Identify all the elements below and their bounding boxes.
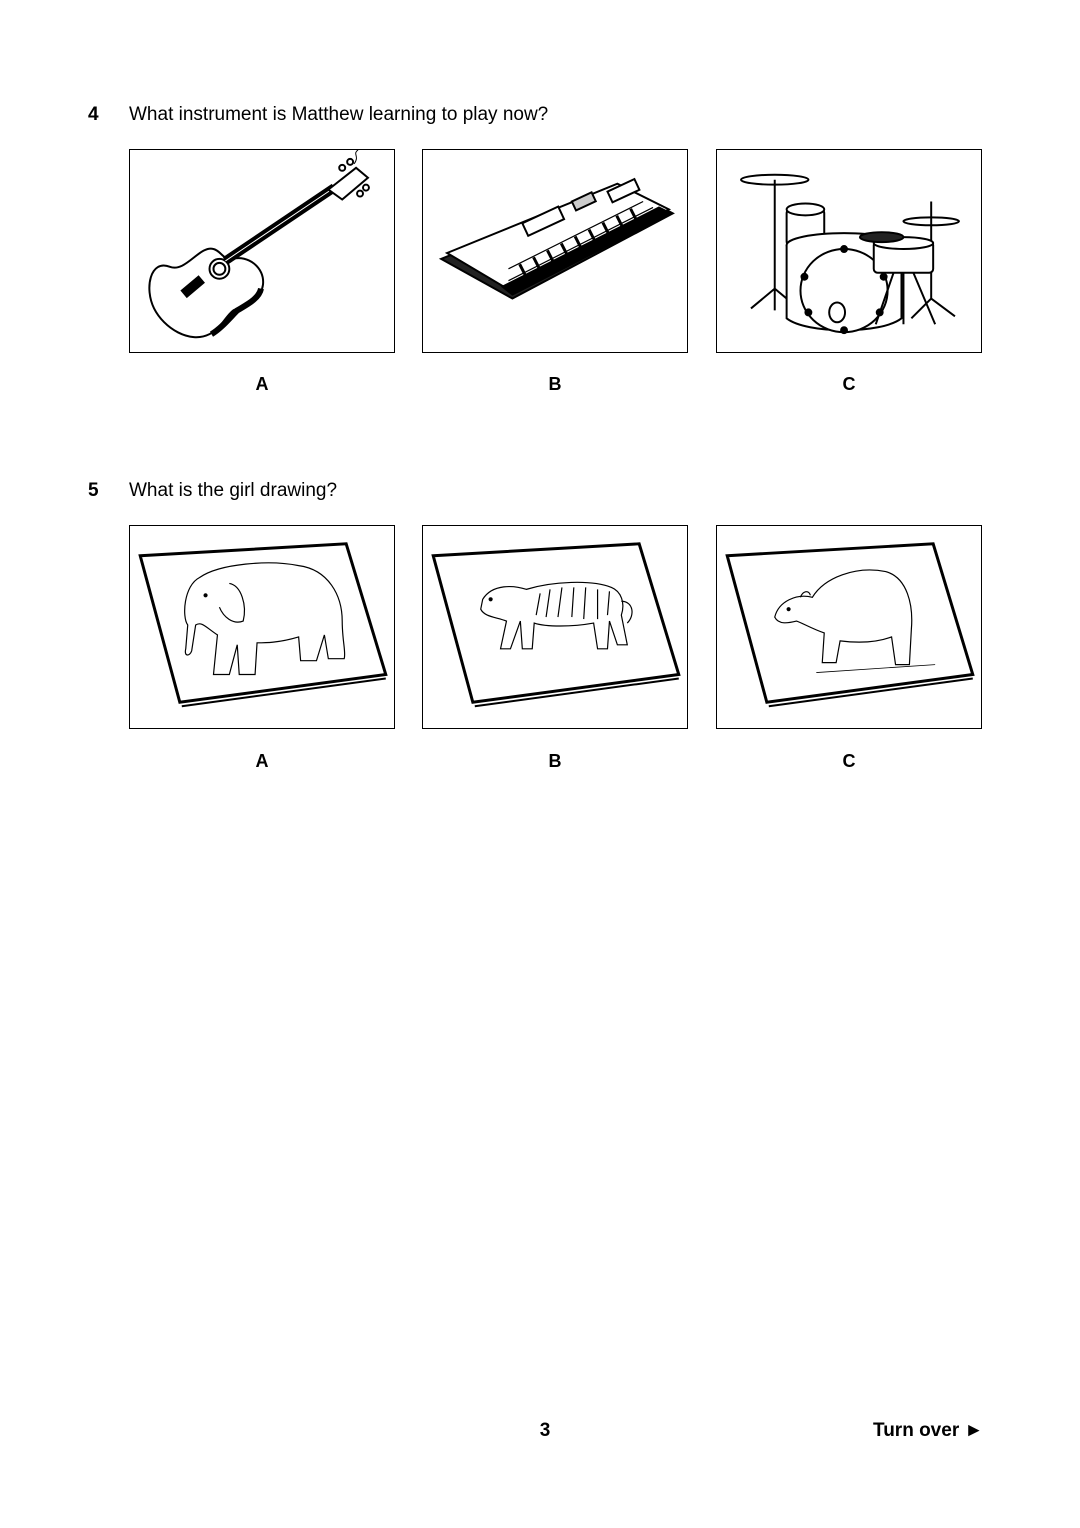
option-4a-guitar-image[interactable] (129, 149, 395, 353)
bear-drawing-icon (717, 526, 981, 728)
option-4b-keyboard-image[interactable] (422, 149, 688, 353)
page-number: 3 (539, 1420, 551, 1441)
option-5c-bear-image[interactable] (716, 525, 982, 729)
option-4a-label: A (255, 374, 269, 394)
guitar-icon (130, 150, 394, 352)
question-4-text: What instrument is Matthew learning to play now? (129, 104, 549, 125)
question-5-text: What is the girl drawing? (129, 480, 338, 501)
option-5c-label: C (842, 751, 856, 771)
turn-over-note: Turn over ► (873, 1420, 984, 1441)
option-5b-label: B (548, 751, 562, 771)
keyboard-icon (423, 150, 687, 352)
option-4c-label: C (842, 374, 856, 394)
option-5a-label: A (255, 751, 269, 771)
option-4b-label: B (548, 374, 562, 394)
elephant-drawing-icon (130, 526, 394, 728)
option-5a-elephant-image[interactable] (129, 525, 395, 729)
question-5-number: 5 (88, 480, 99, 501)
option-4c-drums-image[interactable] (716, 149, 982, 353)
option-5b-tiger-image[interactable] (422, 525, 688, 729)
drum-kit-icon (717, 150, 981, 352)
question-4-number: 4 (88, 104, 99, 125)
tiger-drawing-icon (423, 526, 687, 728)
